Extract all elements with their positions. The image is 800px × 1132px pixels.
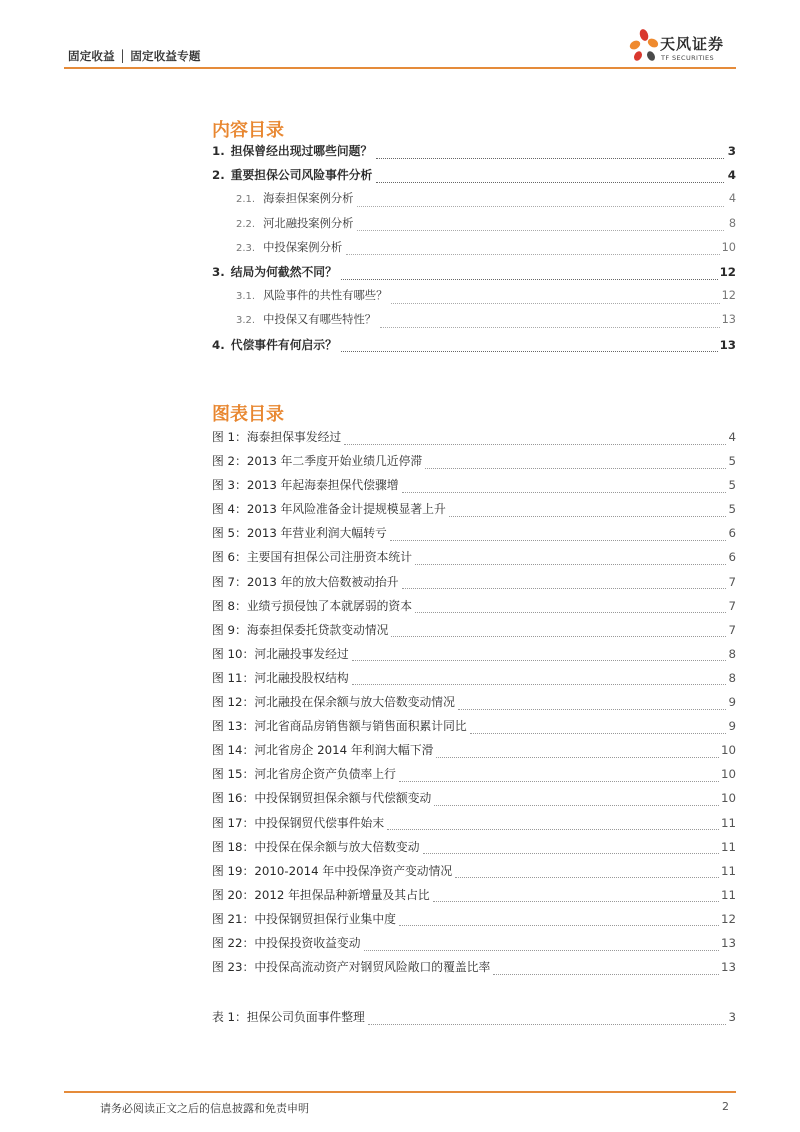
table-page: 3 (728, 1010, 736, 1024)
figure-page: 13 (720, 960, 736, 975)
figure-page: 10 (720, 767, 736, 782)
toc-label: 结局为何截然不同？ (230, 264, 337, 279)
figures-title: 图表目录 (212, 404, 284, 425)
dot-leader (423, 853, 719, 854)
figure-page: 9 (728, 719, 736, 734)
dot-leader (470, 733, 727, 734)
dot-leader (493, 974, 719, 975)
figure-page: 13 (720, 935, 736, 950)
figure-label: 图 22：中投保投资收益变动 (212, 935, 361, 950)
toc-label: 河北融投案例分析 (263, 216, 354, 230)
dot-leader (346, 254, 719, 255)
figure-page: 4 (728, 430, 736, 444)
figure-entry[interactable] (212, 645, 736, 669)
figure-entry[interactable] (212, 428, 736, 452)
figure-page: 11 (720, 863, 736, 878)
dot-leader (425, 468, 726, 469)
figure-entry[interactable] (212, 548, 736, 572)
logo-chinese-name: 天风证券 (660, 35, 725, 53)
figure-page: 8 (728, 646, 736, 661)
figure-entry[interactable] (212, 693, 736, 717)
figure-entry[interactable] (212, 573, 736, 597)
figure-entry[interactable] (212, 789, 736, 813)
dot-leader (368, 1024, 727, 1025)
toc-page: 10 (721, 240, 736, 254)
toc-page: 13 (721, 313, 736, 327)
logo-petal-top (638, 28, 650, 42)
figure-page: 11 (720, 839, 736, 854)
dot-leader (391, 636, 726, 637)
figure-entry[interactable] (212, 621, 736, 645)
figure-label: 图 5：2013 年营业利润大幅转亏 (212, 526, 387, 541)
figure-entry[interactable] (212, 500, 736, 524)
toc-number: 3.1. (236, 291, 256, 303)
toc-page: 12 (721, 289, 736, 303)
dot-leader (357, 206, 724, 207)
figure-label: 图 9：海泰担保委托贷款变动情况 (212, 622, 389, 637)
toc-entry[interactable] (212, 166, 736, 190)
toc-number: 2.1. (236, 194, 256, 206)
toc-entry[interactable] (212, 190, 736, 214)
toc-number: 3.2. (236, 315, 256, 327)
dot-leader (449, 516, 727, 517)
dot-leader (376, 158, 724, 159)
dot-leader (387, 829, 719, 830)
dot-leader (390, 540, 727, 541)
dot-leader (341, 351, 718, 352)
logo-english-name: TF SECURITIES (661, 54, 715, 62)
toc-page: 3 (727, 144, 736, 158)
toc-number: 3. (212, 264, 225, 279)
figure-page: 10 (720, 743, 736, 758)
toc-label: 风险事件的共性有哪些？ (263, 289, 388, 303)
figure-label: 图 6：主要国有担保公司注册资本统计 (212, 550, 413, 565)
figure-page: 12 (720, 911, 736, 926)
table-label: 表 1：担保公司负面事件整理 (212, 1010, 365, 1024)
dot-leader (352, 684, 727, 685)
figure-entry[interactable] (212, 669, 736, 693)
figure-page: 11 (720, 815, 736, 830)
toc-entry[interactable] (212, 263, 736, 287)
figure-page: 8 (728, 670, 736, 685)
figure-label: 图 8：业绩亏损侵蚀了本就孱弱的资本 (212, 598, 413, 613)
toc-entry[interactable] (212, 311, 736, 335)
figure-entry[interactable] (212, 838, 736, 862)
figure-entry[interactable] (212, 886, 736, 910)
toc-page: 12 (719, 264, 736, 279)
dot-leader (352, 660, 727, 661)
figure-label: 图 17：中投保钢贸代偿事件始末 (212, 815, 385, 830)
logo-petal-bottom-left (632, 50, 643, 62)
figure-entry[interactable] (212, 862, 736, 886)
dot-leader (455, 877, 719, 878)
toc-number: 4. (212, 337, 225, 352)
toc-number: 2.3. (236, 242, 256, 254)
figure-entry[interactable] (212, 765, 736, 789)
figure-page: 5 (728, 478, 736, 493)
toc-label: 中投保案例分析 (263, 240, 343, 254)
dot-leader (399, 781, 719, 782)
toc-label: 海泰担保案例分析 (263, 192, 354, 206)
figure-page: 7 (728, 622, 736, 637)
dot-leader (364, 950, 719, 951)
header-title: 固定收益 │ 固定收益专题 (68, 49, 201, 63)
dot-leader (391, 303, 719, 304)
dot-leader (436, 757, 719, 758)
dot-leader (434, 805, 719, 806)
figure-label: 图 20：2012 年担保品种新增量及其占比 (212, 887, 430, 902)
figure-entry[interactable] (212, 910, 736, 934)
dot-leader (376, 182, 724, 183)
table-list (212, 1008, 736, 1032)
toc-entry[interactable] (212, 287, 736, 311)
figure-label: 图 12：河北融投在保余额与放大倍数变动情况 (212, 695, 455, 710)
figure-label: 图 23：中投保高流动资产对钢贸风险敞口的覆盖比率 (212, 960, 491, 975)
toc-entry[interactable] (212, 239, 736, 263)
figure-list (212, 428, 736, 982)
toc-number: 2. (212, 168, 225, 183)
figure-entry[interactable] (212, 597, 736, 621)
figure-entry[interactable] (212, 958, 736, 982)
figure-label: 图 21：中投保钢贸担保行业集中度 (212, 911, 396, 926)
dot-leader (415, 612, 726, 613)
figure-label: 图 10：河北融投事发经过 (212, 646, 349, 661)
figure-entry[interactable] (212, 934, 736, 958)
dot-leader (399, 925, 719, 926)
logo-petal-right (646, 37, 660, 49)
logo-petal-bottom-right (645, 50, 656, 62)
figure-page: 9 (728, 695, 736, 710)
figure-label: 图 13：河北省商品房销售额与销售面积累计同比 (212, 719, 467, 734)
page-number: 2 (722, 1100, 729, 1113)
dot-leader (458, 709, 727, 710)
toc-label: 担保曾经出现过哪些问题？ (230, 144, 373, 158)
figure-entry[interactable] (212, 452, 736, 476)
dot-leader (402, 588, 727, 589)
toc-page: 8 (728, 216, 736, 230)
figure-label: 图 1：海泰担保事发经过 (212, 430, 342, 444)
figure-label: 图 16：中投保钢贸担保余额与代偿额变动 (212, 791, 432, 806)
toc-page: 4 (728, 192, 736, 206)
figure-entry[interactable] (212, 524, 736, 548)
figure-label: 图 15：河北省房企资产负债率上行 (212, 767, 396, 782)
dot-leader (380, 327, 720, 328)
toc-entry[interactable] (212, 336, 736, 360)
toc-entry[interactable] (212, 215, 736, 239)
dot-leader (402, 492, 727, 493)
figure-label: 图 11：河北融投股权结构 (212, 670, 349, 685)
figure-page: 7 (728, 574, 736, 589)
toc-number: 1. (212, 144, 225, 158)
figure-entry[interactable] (212, 717, 736, 741)
figure-page: 5 (728, 502, 736, 517)
toc-page: 4 (727, 168, 736, 183)
dot-leader (357, 230, 724, 231)
figure-label: 图 18：中投保在保余额与放大倍数变动 (212, 839, 420, 854)
figure-label: 图 19：2010-2014 年中投保净资产变动情况 (212, 863, 453, 878)
figure-entry[interactable] (212, 741, 736, 765)
header-divider (64, 67, 736, 69)
table-entry[interactable] (212, 1008, 736, 1032)
toc-entry[interactable] (212, 142, 736, 166)
footer-disclaimer: 请务必阅读正文之后的信息披露和免责申明 (100, 1102, 309, 1115)
figure-entry[interactable] (212, 814, 736, 838)
figure-label: 图 4：2013 年风险准备金计提规模显著上升 (212, 502, 446, 517)
figure-page: 10 (720, 791, 736, 806)
footer-divider (64, 1091, 736, 1093)
figure-page: 6 (728, 550, 736, 565)
figure-page: 7 (728, 598, 736, 613)
toc-page: 13 (719, 337, 736, 352)
toc-label: 重要担保公司风险事件分析 (230, 168, 373, 183)
toc-label: 代偿事件有何启示？ (230, 337, 337, 352)
figure-label: 图 7：2013 年的放大倍数被动抬升 (212, 574, 399, 589)
dot-leader (344, 444, 726, 445)
figure-label: 图 3：2013 年起海泰担保代偿骤增 (212, 478, 399, 493)
toc-number: 2.2. (236, 218, 256, 230)
dot-leader (341, 279, 718, 280)
figure-label: 图 2：2013 年二季度开始业绩几近停滞 (212, 454, 423, 469)
toc-title: 内容目录 (212, 120, 284, 141)
figure-page: 6 (728, 526, 736, 541)
toc-label: 中投保又有哪些特性？ (263, 313, 377, 327)
figure-page: 5 (728, 454, 736, 469)
dot-leader (433, 901, 719, 902)
toc-list (212, 142, 736, 360)
figure-page: 11 (720, 887, 736, 902)
figure-entry[interactable] (212, 476, 736, 500)
logo-petal-left (628, 39, 642, 51)
figure-label: 图 14：河北省房企 2014 年利润大幅下滑 (212, 743, 434, 758)
dot-leader (415, 564, 726, 565)
